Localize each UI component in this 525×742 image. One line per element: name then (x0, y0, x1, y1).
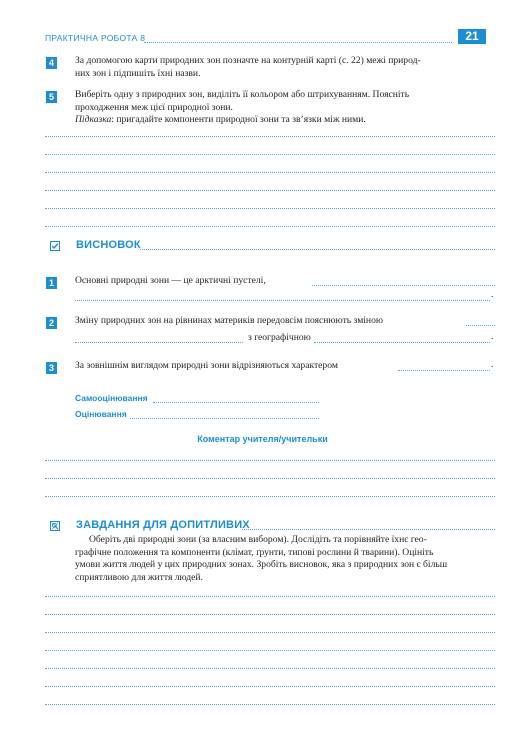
answer-line[interactable] (398, 370, 490, 371)
answer-line[interactable] (45, 650, 495, 651)
answer-line[interactable] (45, 686, 495, 687)
hint-text: : пригадайте компоненти природної зони та зв’язки між ними. (111, 114, 366, 126)
curious-line-3: умови життя людей у цих природних зонах. Зробіть висновок, яка з природних зон є більш (75, 559, 448, 571)
task-4-text (75, 55, 495, 80)
assessment-line[interactable] (130, 418, 319, 419)
curious-line-2: графічне положення та компоненти (клімат, ґрунти, типові рослини й тварини). Оцініть (75, 546, 434, 558)
task-number-5: 5 (46, 91, 57, 103)
answer-line[interactable] (45, 596, 495, 597)
answer-line[interactable] (45, 190, 495, 191)
answer-line[interactable] (45, 136, 495, 137)
curious-text (75, 534, 495, 584)
header-dotted-line (144, 42, 452, 43)
task-5-line-2: проходження меж цієї природної зони. (75, 101, 233, 113)
conclusion-number-3: 3 (46, 362, 57, 374)
period-mark: . (491, 331, 494, 342)
conclusion-2-text: Зміну природних зон на рівнинах материків передовсім пояснюють зміною (75, 315, 384, 326)
page-number: 21 (458, 29, 486, 44)
work-title: ПРАКТИЧНА РОБОТА 8 (45, 33, 146, 43)
period-mark: . (491, 289, 494, 300)
task-5-text (75, 89, 495, 127)
task-5-hint (75, 114, 495, 127)
answer-line[interactable] (312, 285, 495, 286)
answer-line[interactable] (45, 704, 495, 705)
checkbox-icon (50, 241, 60, 251)
answer-line[interactable] (45, 154, 495, 155)
task-number-4: 4 (46, 57, 57, 69)
answer-line[interactable] (466, 325, 495, 326)
comment-line[interactable] (45, 478, 495, 479)
answer-line[interactable] (314, 342, 490, 343)
answer-line[interactable] (75, 300, 490, 301)
self-assessment-label: Самооцінювання (75, 393, 148, 403)
conclusion-title: ВИСНОВОК (76, 239, 141, 251)
comment-line[interactable] (45, 496, 495, 497)
hint-label: Підказка (75, 114, 112, 126)
conclusion-3-text: За зовнішнім виглядом природні зони відрізняються характером (75, 360, 338, 371)
answer-line[interactable] (45, 172, 495, 173)
comment-line[interactable] (45, 460, 495, 461)
conclusion-1-text: Основні природні зони — це арктичні пустелі, (75, 275, 266, 286)
answer-line[interactable] (75, 342, 243, 343)
answer-line[interactable] (45, 226, 495, 227)
assessment-label: Оцінювання (75, 409, 127, 419)
answer-line[interactable] (45, 668, 495, 669)
task-5-line-1: Виберіть одну з природних зон, виділіть її кольором або штрихуванням. Поясніть (75, 89, 410, 100)
answer-line[interactable] (45, 208, 495, 209)
conclusion-2-text-cont: з географічною (248, 332, 311, 343)
answer-line[interactable] (45, 614, 495, 615)
conclusion-number-2: 2 (46, 317, 57, 329)
section-divider (140, 249, 495, 250)
task-4-line-2: них зон і підпишіть їхні назви. (75, 67, 201, 79)
curious-line-1: Оберіть дві природні зони (за власним вибором). Дослідіть та порівняйте їхнє гео- (89, 534, 427, 545)
task-4-line-1: За допомогою карти природних зон позначте на контурній карті (с. 22) межі природ- (75, 55, 421, 66)
conclusion-number-1: 1 (46, 277, 57, 289)
curious-line-4: сприятливою для життя людей. (75, 571, 203, 583)
curious-title: ЗАВДАННЯ ДЛЯ ДОПИТЛИВИХ (76, 519, 250, 531)
magnifier-box-icon (50, 521, 60, 531)
period-mark: . (491, 359, 494, 370)
self-assessment-line[interactable] (153, 402, 319, 403)
answer-line[interactable] (45, 632, 495, 633)
section-divider (242, 529, 495, 530)
teacher-comment-title: Коментар учителя/учительки (197, 434, 328, 444)
